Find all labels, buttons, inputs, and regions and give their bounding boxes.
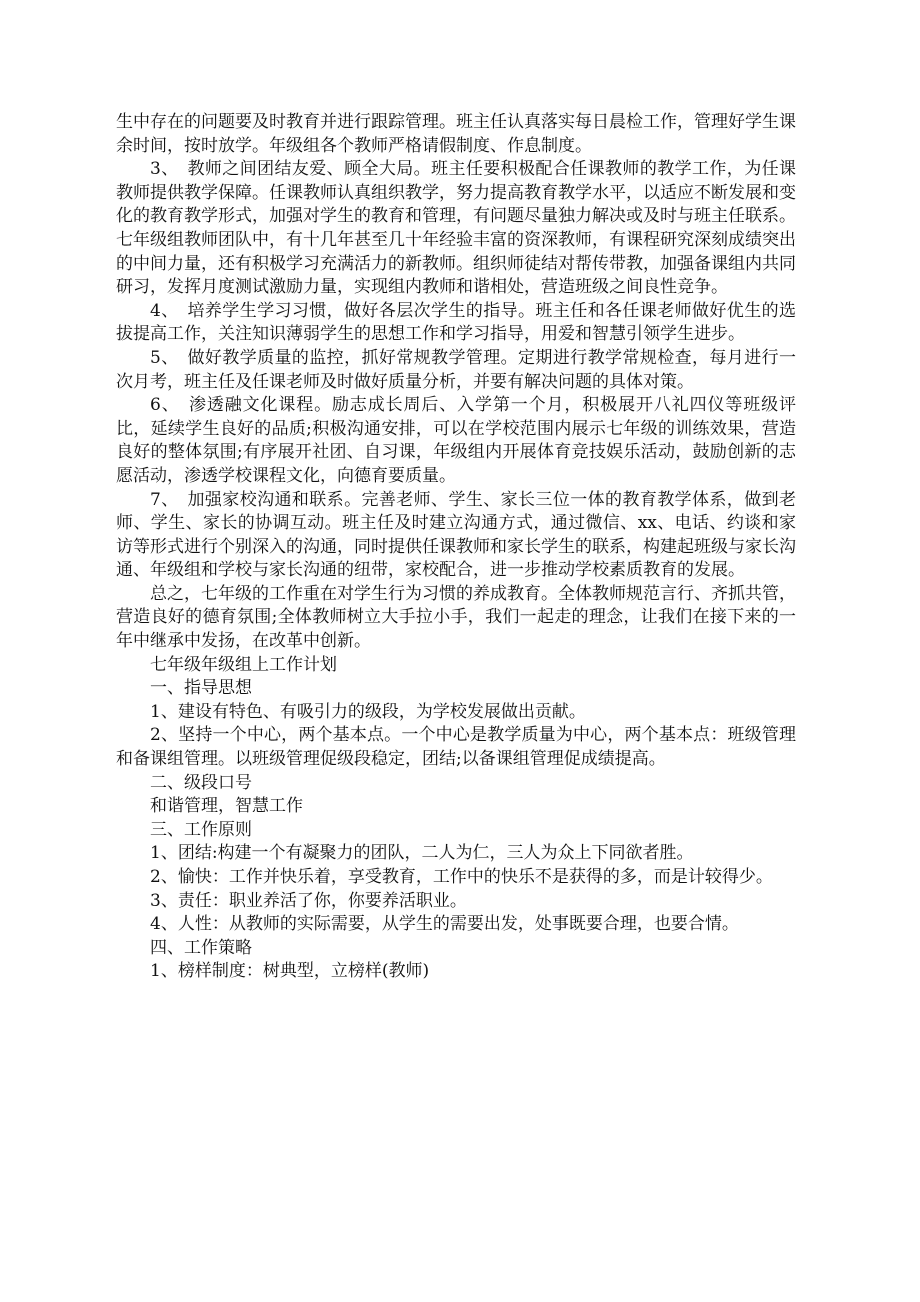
list-item: 1、建设有特色、有吸引力的级段，为学校发展做出贡献。 [150,701,586,722]
list-item: 2、愉快：工作并快乐着，享受教育，工作中的快乐不是获得的多，而是计较得少。 [150,867,773,887]
paragraph-continuation: 生中存在的问题要及时教育并进行跟踪管理。班主任认真落实每日晨检工作，管理好学生课余时间，按时放学。年级组各个教师严格请假制度、作息制度。 [116,112,796,156]
paragraph-item-5: 5、 做好教学质量的监控，抓好常规教学管理。定期进行教学常规检查，每月进行一次月考，班主任及任课老师及时做好质量分析，并要有解决问题的具体对策。 [116,347,796,392]
section-title: 七年级年级组上工作计划 [150,654,337,675]
list-item: 1、团结:构建一个有凝聚力的团队，二人为仁，三人为众上下同欲者胜。 [150,843,694,864]
paragraph-item-7: 7、 加强家校沟通和联系。完善老师、学生、家长三位一体的教育教学体系，做到老师、学生、家长的协调互动。班主任及时建立沟通方式，通过微信、xx、电话、约谈和家访等形式进行个别深入的沟通，同时提供任课教师和家长学生的联系，构建起班级与家长沟通、年级组和学校与家长沟通的纽带，家校配合，进一步推动学校素质教育的发展。 [116,489,796,581]
list-item: 3、责任：职业养活了你，你要养活职业。 [150,890,467,911]
paragraph-item-4: 4、 培养学生学习习惯，做好各层次学生的指导。班主任和各任课老师做好优生的选拔提高工作，关注知识薄弱学生的思想工作和学习指导，用爱和智慧引领学生进步。 [116,300,796,345]
list-item: 1、榜样制度：树典型，立榜样(教师) [150,961,430,982]
heading-slogan: 二、级段口号 [150,772,252,793]
paragraph-summary: 总之，七年级的工作重在对学生行为习惯的养成教育。全体教师规范言行、齐抓共管，营造良好的德育氛围;全体教师树立大手拉小手，我们一起走的理念，让我们在接下来的一年中继承中发扬，在改革中创新。 [116,583,796,652]
heading-guiding-thought: 一、指导思想 [150,678,252,699]
paragraph-item-6: 6、 渗透融文化课程。励志成长周后、入学第一个月，积极展开八礼四仪等班级评比，延续学生良好的品质;积极沟通安排，可以在学校范围内展示七年级的训练效果，营造良好的整体氛围;有序展开社团、自习课，年级组内开展体育竞技娱乐活动，鼓励创新的志愿活动，渗透学校课程文化，向德育要质量。 [116,395,796,486]
paragraph-item-3: 3、 教师之间团结友爱、顾全大局。班主任要积极配合任课教师的教学工作，为任课教师提供教学保障。任课教师认真组织教学，努力提高教育教学水平，以适应不断发展和变化的教育教学形式，加强对学生的教育和管理，有问题尽量独力解决或及时与班主任联系。七年级组教师团队中，有十几年甚至几十年经验丰富的资深教师，有课程研究深刻成绩突出的中间力量，还有积极学习充满活力的新教师。组织师徒结对帮传带教，加强备课组内共同研习，发挥月度测试激励力量，实现组内教师和谐相处，营造班级之间良性竞争。 [116,159,796,298]
list-item: 4、人性：从教师的实际需要，从学生的需要出发，处事既要合理，也要合情。 [150,914,739,935]
heading-principles: 三、工作原则 [150,819,252,840]
heading-strategies: 四、工作策略 [150,937,252,958]
list-item: 2、坚持一个中心，两个基本点。一个中心是教学质量为中心，两个基本点：班级管理和备课组管理。以班级管理促级段稳定，团结;以备课组管理促成绩提高。 [116,725,796,770]
document-body [116,111,796,984]
slogan-text: 和谐管理，智慧工作 [150,796,303,817]
